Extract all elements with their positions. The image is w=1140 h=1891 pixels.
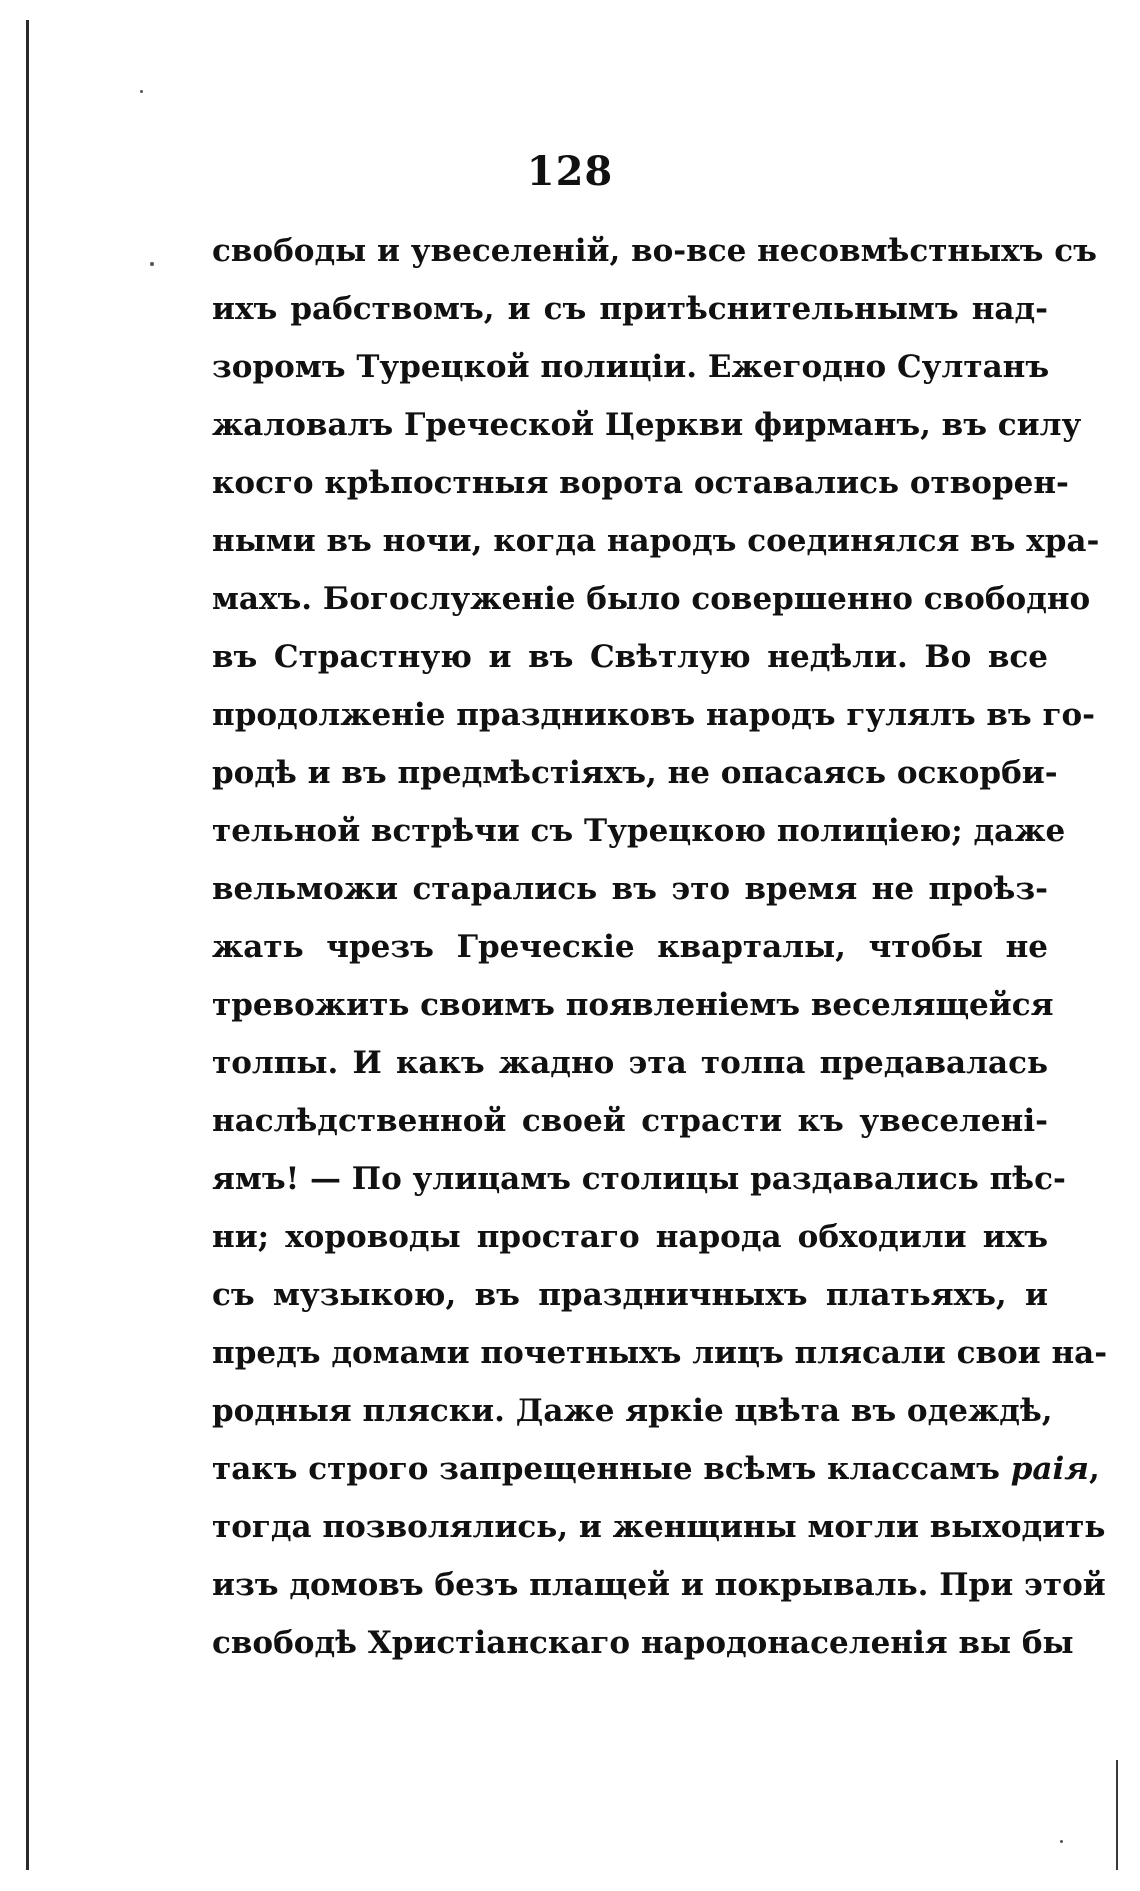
italic-word: раiя [1010,1451,1089,1487]
text-line-tail: , [1088,1451,1100,1487]
text-line: махъ. Богослуженiе было совершенно свободно [212,581,1091,617]
text-line: зоромъ Турецкой полицiи. Ежегодно Султанъ [212,349,1050,385]
text-line: родѣ и въ предмѣстiяхъ, не опасаясь оскорби- [212,755,1058,791]
text-line: тельной встрѣчи съ Турецкою полицiею; даже [212,813,1066,849]
text-line-lead: такъ строго запрещенные всѣмъ классамъ [212,1451,1000,1487]
text-line: вельможи старались въ это время не проѣз- [212,871,1048,907]
text-line: ихъ рабствомъ, и съ притѣснительнымъ над- [212,291,1048,327]
text-line: продолженiе праздниковъ народъ гулялъ въ го- [212,697,1096,733]
text-line: ни; хороводы простаго народа обходили ихъ [212,1219,1048,1255]
text-line: толпы. И какъ жадно эта толпа предавалась [212,1045,1048,1081]
scan-speck [140,90,143,93]
scan-speck [1060,1840,1063,1843]
text-line: тревожить своимъ появленiемъ веселящейся [212,987,1054,1023]
page-edge-line [26,20,29,1870]
text-line: родныя пляски. Даже яркiе цвѣта въ одеждѣ, [212,1393,1053,1429]
text-line: наслѣдственной своей страсти къ увеселенi- [212,1103,1048,1139]
text-line: жать чрезъ Греческiе кварталы, чтобы не [212,929,1048,965]
text-line: свободѣ Христiанскаго народонаселенiя вы бы [212,1625,1074,1661]
text-line: ными въ ночи, когда народъ соединялся въ хра- [212,523,1100,559]
text-line: жаловалъ Греческой Церкви фирманъ, въ силу [212,407,1082,443]
page-number: 128 [526,148,614,195]
body-text [212,222,1108,1672]
text-line-with-italic [212,1440,1100,1498]
text-line: ямъ! — По улицамъ столицы раздавались пѣс- [212,1161,1066,1197]
text-line: косго крѣпостныя ворота оставались отворен- [212,465,1069,501]
text-line: свободы и увеселенiй, во-все несовмѣстныхъ съ [212,233,1097,269]
text-line: съ музыкою, въ праздничныхъ платьяхъ, и [212,1277,1048,1313]
scan-speck [150,262,154,266]
page-edge-mark [1116,1760,1118,1870]
text-line: въ Страстную и въ Свѣтлую недѣли. Во все [212,639,1048,675]
text-line: предъ домами почетныхъ лицъ плясали свои на- [212,1335,1108,1371]
text-line: тогда позволялись, и женщины могли выходить [212,1509,1106,1545]
text-line: изъ домовъ безъ плащей и покрываль. При этой [212,1567,1106,1603]
